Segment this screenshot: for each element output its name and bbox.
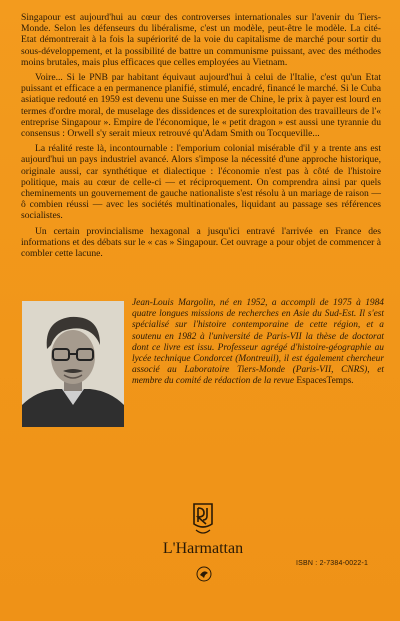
author-bio-end: .	[351, 376, 354, 387]
blurb-paragraph-2: Voire... Si le PNB par habitant équivaut aujourd'hui à celui de l'Italie, c'est qu'un Etat puissant et efficace a en permanence planifié, stimulé, encadré, financé le marché. Si le Cuba asiatique redouté en 1959 est devenu une Suisse en mer de Chine, le prix à payer est lourd en termes d'ordre moral, de muselage des dissidences et de surexploitation des travailleurs de l'« entreprise Singapour ». Empire de l'économique, le « petit dragon » est aussi une tyrannie du consensus : Orwell s'y serait mieux retrouvé qu'Adam Smith ou Tocqueville...	[21, 72, 381, 140]
blurb-paragraph-4: Un certain provincialisme hexagonal a jusqu'ici entravé l'arrivée en France des informations et des débats sur le « cas » Singapour. Cet ouvrage a pour objet de commencer à combler cette lacune.	[21, 225, 381, 260]
publisher-name: L'Harmattan	[162, 540, 244, 557]
author-bio-text: Jean-Louis Margolin, né en 1952, a accompli de 1975 à 1984 quatre longues missions de recherches en Asie du Sud-Est. Il s'est spécialisé sur l'histoire contemporaine de cette région, et a soutenu en 1982 à l'université de Paris-VII la thèse de doctorat dont ce livre est issu. Professeur agrégé d'histoire-géographie au lycée technique Condorcet (Montreuil), il est également chercheur associé au Laboratoire Tiers-Monde (Paris-VII, CNRS), et membre du comité de rédaction de la revue	[132, 298, 384, 387]
bird-icon	[196, 564, 212, 589]
journal-name: EspacesTemps	[296, 376, 352, 387]
isbn: ISBN : 2-7384-0022-1	[296, 560, 369, 567]
harmattan-logo-icon	[192, 502, 214, 541]
blurb-text	[21, 12, 381, 263]
blurb-paragraph-1: Singapour est aujourd'hui au cœur des controverses internationales sur l'avenir du Tiers-Monde. Selon les défenseurs du libéralisme, c'est un modèle, peut-être le modèle. La cité-Etat démontrerait à la fois la supériorité de la voie du capitalisme de marché pour sortir du sous-développement, et la possibilité de battre un communisme puissant, avec des méthodes moins brutales, mais plus efficaces que celles employées au Vietnam.	[21, 12, 381, 68]
publisher-logo	[148, 500, 258, 592]
author-bio	[132, 298, 384, 388]
blurb-paragraph-3: La réalité reste là, incontournable : l'emporium colonial misérable d'il y a trente ans est aujourd'hui un pays industriel avancé. Alors s'impose la nécessité d'une approche historique, originale aussi, car synthétique et dialectique : l'économie n'est pas à côté de l'histoire politique, mais au cœur de celle-ci — et réciproquement. On comprendra ainsi par quels cheminements un gouvernement de gauche nationaliste s'est résolu à un mariage de raison — ô combien réussi — avec les sociétés multinationales, liquidant au passage ses références socialistes.	[21, 143, 381, 222]
author-photo	[22, 301, 124, 427]
